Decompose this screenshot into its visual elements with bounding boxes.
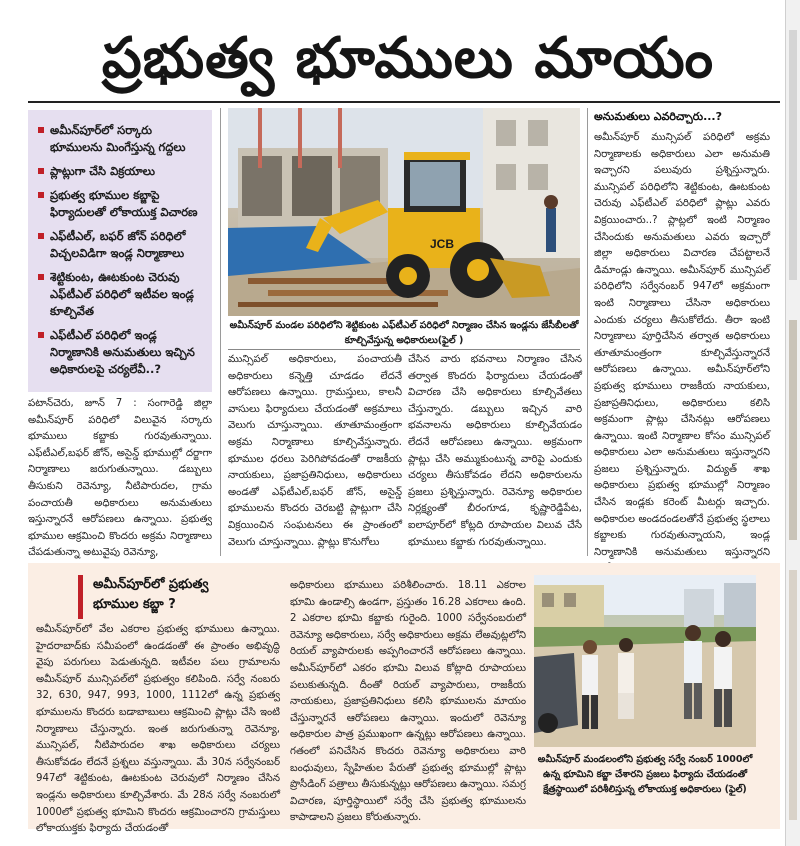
article-column-2: మున్సిపల్‌ అధికారులు, పంచాయతీ అధికారులు కన్నెత్తి చూడడం లేదనే ఆరోపణలు ఉన్నాయి. గ్రామస్తులు, కాలనీ వాసులు ఫిర్యాదులు చేయడంతో అక్రమాలు వెలుగు చూస్తున్నాయి. తూతూమంత్రంగా అక్రమ నిర్మాణాలు కూల్చివేస్తున్నారు. భూముల ధరలు పెరిగిపోవడంతో రాజకీయ నాయకులు, ప్రజాప్రతినిధులు, అధికారులు అండతో ఎఫ్‌టీఎల్‌,బఫర్‌ జోన్‌, అసైన్డ్‌ భూములను కొందరు చెరబట్టి ప్లాట్లుగా చేసి విక్రయించిన సంఘటనలు ఈ ప్రాంతంలో వెలుగు చూస్తున్నాయి. ప్లాట్లు కొనుగోలు	[228, 354, 402, 548]
inspection-illustration	[534, 575, 756, 747]
highlights-box	[28, 110, 212, 392]
article-column-3: చేసిన వారు భవనాలు నిర్మాణం చేసిన తర్వాత కొందరు ఫిర్యాదులు చేయడంతో విచారణ చేసి అధికారులు కూల్చివేతలు చేస్తున్నారు. డబ్బులు ఇచ్చిన వారి భవనాలను అధికారులు కూల్చివేయడం లేదనే ఆరోపణలు ఉన్నాయి. అక్రమంగా ప్లాట్లు చేసి అమ్ముకుంటున్న వారిపై ఎందుకు చర్యలు తీసుకోవడం లేదని అధికారులను ప్రజలు ప్రశ్నిస్తున్నారు. రెవెన్యూ అధికారుల నిర్లక్ష్యంతో బీరంగూడ, కృష్ణారెడ్డిపేట, ఐలాపూర్‌లో కోట్లది రూపాయల విలువ చేసే భూములు కబ్జాకు గురవుతున్నాయి.	[408, 354, 582, 548]
highlight-item: ప్రభుత్వ భూముల కబ్జాపై ఫిర్యాదులతో లోకాయుక్త విచారణ	[36, 187, 204, 221]
highlight-item: అమీన్‌పూర్‌లో సర్కారు భూములను మింగేస్తున్న గద్దలు	[36, 122, 204, 156]
boxed-story-heading: అమీన్‌పూర్‌లో ప్రభుత్వ భూముల కబ్జా ?	[78, 575, 248, 619]
page-edge-stripe	[789, 30, 797, 280]
demolition-photo	[228, 108, 580, 316]
highlight-item: ప్లాట్లుగా చేసి విక్రయాలు	[36, 163, 204, 180]
article-column-1: పటాన్‌చెరు, జూన్‌ 7 : సంగారెడ్డి జిల్లా అమీన్‌పూర్‌ పరిధిలో విలువైన సర్కారు భూములు కబ్జాకు గురవుతున్నాయి. ఎఫ్‌టీఎల్‌,బఫర్‌ జోన్‌, అసైన్డ్‌ భూముల్లో దర్జాగా నిర్మాణాలు జరుగుతున్నాయి. డబ్బులు తీసుకుని రెవెన్యూ, నీటిపారుదల, గ్రామ పంచాయతీ అధికారులు అనుమతులు ఇస్తున్నారనే ఆరోపణలు ఉన్నాయి. ప్రభుత్వ భూముల ఆక్రమించి కొందరు అక్రమ నిర్మాణాలు చేపడుతున్నా అటువైపు రెవెన్యూ,	[28, 398, 212, 559]
headline: ప్రభుత్వ భూములు మాయం	[101, 26, 715, 91]
subheading-permissions: అనుమతులు ఎవరిచ్చారు...?	[594, 110, 722, 123]
column-divider	[220, 108, 221, 556]
column-divider	[587, 108, 588, 556]
headline-rule	[28, 101, 780, 103]
highlight-item: ఎఫ్‌టీఎల్‌, బఫర్‌ జోన్‌ పరిధిలో విచ్చలవిడిగా ఇండ్ల నిర్మాణాలు	[36, 228, 204, 262]
inspection-photo	[534, 575, 756, 747]
page-edge-stripe	[789, 320, 797, 540]
highlight-item: శెట్టికుంట, ఊటకుంట చెరువు ఎఫ్‌టీఎల్‌ పరిధిలో ఇటీవల ఇండ్ల కూల్చివేత	[36, 269, 204, 320]
demolition-illustration	[228, 108, 580, 316]
photo-caption: అమీన్‌పూర్‌ మండల పరిధిలోని శెట్టికుంట ఎఫ్‌టీఎల్‌ పరిధిలో నిర్మాణం చేసిన ఇండ్లను జేసీబీలతో కూల్చివేస్తున్న అధికారులు(ఫైల్‌ )	[228, 318, 580, 350]
svg-text:JCB: JCB	[430, 237, 455, 251]
boxed-story-column-2: అధికారులు భూములు పరిశీలించారు. 18.11 ఎకరాల భూమి ఉండాల్సి ఉండగా, ప్రస్తుతం 16.28 ఎకరాలు ఉంది. 2 ఎకరాల భూమి కబ్జాకు గురైంది. 1000 సర్వేనంబరులో రెవెన్యూ అధికారులు, సర్వే అధికారులు అక్రమ లేఅవుట్లలోని రియల్‌ వ్యాపారులకు అప్పగించారనే ఆరోపణలు ఉన్నాయి. అమీన్‌పూర్‌లో ఎకరం భూమి విలువ కోట్లాది రూపాయలు పలుకుతున్నది. దీంతో రియల్‌ వ్యాపారులు, రాజకీయ నాయకులు, ప్రజాప్రతినిధులు కలిసి భూములను మాయం చేస్తున్నారనే ఆరోపణలు ఉన్నాయి. ఇందులో రెవెన్యూ అధికారుల పాత్ర ప్రముఖంగా ఉన్నట్లు ఆరోపణలు ఉన్నాయి. గతంలో పనిచేసిన కొందరు రెవెన్యూ అధికారులు వారి బంధువులు, స్నేహితుల పేరుతో ప్రభుత్వ భూముల్లో ప్లాట్లు ప్రొసీడింగ్‌ పత్రాలు తీసుకున్నట్లు ఆరోపణలు ఉన్నాయి. సమగ్ర విచారణ, పూర్తిస్థాయిలో సర్వే చేసి ప్రభుత్వ భూములను కాపాడాలని ప్రజలు కోరుతున్నారు.	[290, 580, 526, 824]
boxed-story-column-1: అమీన్‌పూర్‌లో వేల ఎకరాల ప్రభుత్వ భూములు ఉన్నాయి. హైదరాబాద్‌కు సమీపంలో ఉండడంతో ఈ ప్రాంతం అభివృద్ధి వైపు పరుగులు పెడుతున్నది. ఇటీవల పలు గ్రామాలను అమీన్‌పూర్‌ మున్సిపల్‌లో ప్రభుత్వం కలిపింది. సర్వే నంబరు 32, 630, 947, 993, 1000, 1112లో ఉన్న ప్రభుత్వ భూములను కొందరు బడాబాబులు ఆక్రమించి ప్లాట్లు చేసి ఇంటి నిర్మాణాలు చేస్తున్నారు. ఇంత జరుగుతున్నా రెవెన్యూ, మున్సిపల్‌, నీటిపారుదల శాఖ అధికారులు చర్యలు తీసుకోవడం లేదనే ప్రశ్నలు వస్తున్నాయి. మే 30న సర్వేనంబర్‌ 947లో శెట్టికుంట, ఊటకుంట చెరువులో నిర్మాణం చేసిన ఇండ్లను అధికారులు కూల్చివేశారు. మే 28న సర్వే నంబరులో 1000లో ప్రభుత్వ భూమిని కొందరు ఆక్రమించారని గ్రామస్తులు లోకాయుక్తకు ఫిర్యాదు చేయడంతో	[36, 624, 280, 835]
photo-caption: అమీన్‌పూర్‌ మండలంలోని ప్రభుత్వ సర్వే నంబర్‌ 1000లో ఉన్న భూమిని కబ్జా చేశారని ప్రజలు ఫిర్యాదు చేయడంతో క్షేత్రస్థాయిలో పరిశీలిస్తున్న లోకాయుక్త అధికారులు (ఫైల్‌)	[537, 754, 753, 795]
page-edge-stripe	[789, 570, 797, 820]
article-column-4: అమీన్‌పూర్‌ మున్సిపల్‌ పరిధిలో అక్రమ నిర్మాణాలకు అధికారులు ఎలా అనుమతి ఇచ్చారని పలువురు ప్రశ్నిస్తున్నారు. మున్సిపల్‌ పరిధిలోని శెట్టికుంట, ఊటకుంట చెరువు ఎఫ్‌టీఎల్‌ పరిధిలో ప్లాట్లు ఎవరు విక్రయించారు..? ప్లాట్లలో ఇంటి నిర్మాణం చేసిందుకు అనుమతులు ఎవరు ఇచ్చారో జిల్లా అధికారులు విచారణ చేపట్టాలనే డిమాండ్లు ఉన్నాయి. అమీన్‌పూర్‌ మున్సిపల్‌ పరిధిలోని సర్వేనంబర్‌ 947లో అక్రమంగా ఇంటి నిర్మాణాలు చేసినా అధికారులు ఎందుకు చర్యలు తీసుకోలేదు. తీరా ఇంటి నిర్మాణాలు పూర్తిచేసిన తర్వాత అధికారులు తూతూమంత్రంగా కూల్చివేస్తున్నారనే ఆరోపణలు ఉన్నాయి. అమీన్‌పూర్‌లోని ప్రభుత్వ భూములు రాజకీయ నాయకులు, ప్రజాప్రతినిధులు, అధికారులు కలిసి అక్రమంగా ప్లాట్లు చేసినట్లు ఆరోపణలు ఉన్నాయి. ఇంటి నిర్మాణాల కోసం మున్సిపల్‌ అధికారులు ఎలా అనుమతులు ఇస్తున్నారని ప్రజలు ప్రశ్నిస్తున్నారు. విద్యుత్‌ శాఖ అధికారులు ప్రభుత్వ భూముల్లో నిర్మాణం చేసిన ఇండ్లకు కరెంట్‌ మీటర్లు ఇచ్చారు. అధికారుల అండదండలతోనే ప్రభుత్వ స్థలాలు కబ్జాలకు గురవుతున్నాయని, ఇండ్ల నిర్మాణానికి అనుమతులు ఇస్తున్నారని	[594, 132, 770, 558]
highlight-item: ఎఫ్‌టీఎల్‌ పరిధిలో ఇండ్ల నిర్మాణానికి అనుమతులు ఇచ్చిన అధికారులపై చర్యలేవీ..?	[36, 327, 204, 378]
